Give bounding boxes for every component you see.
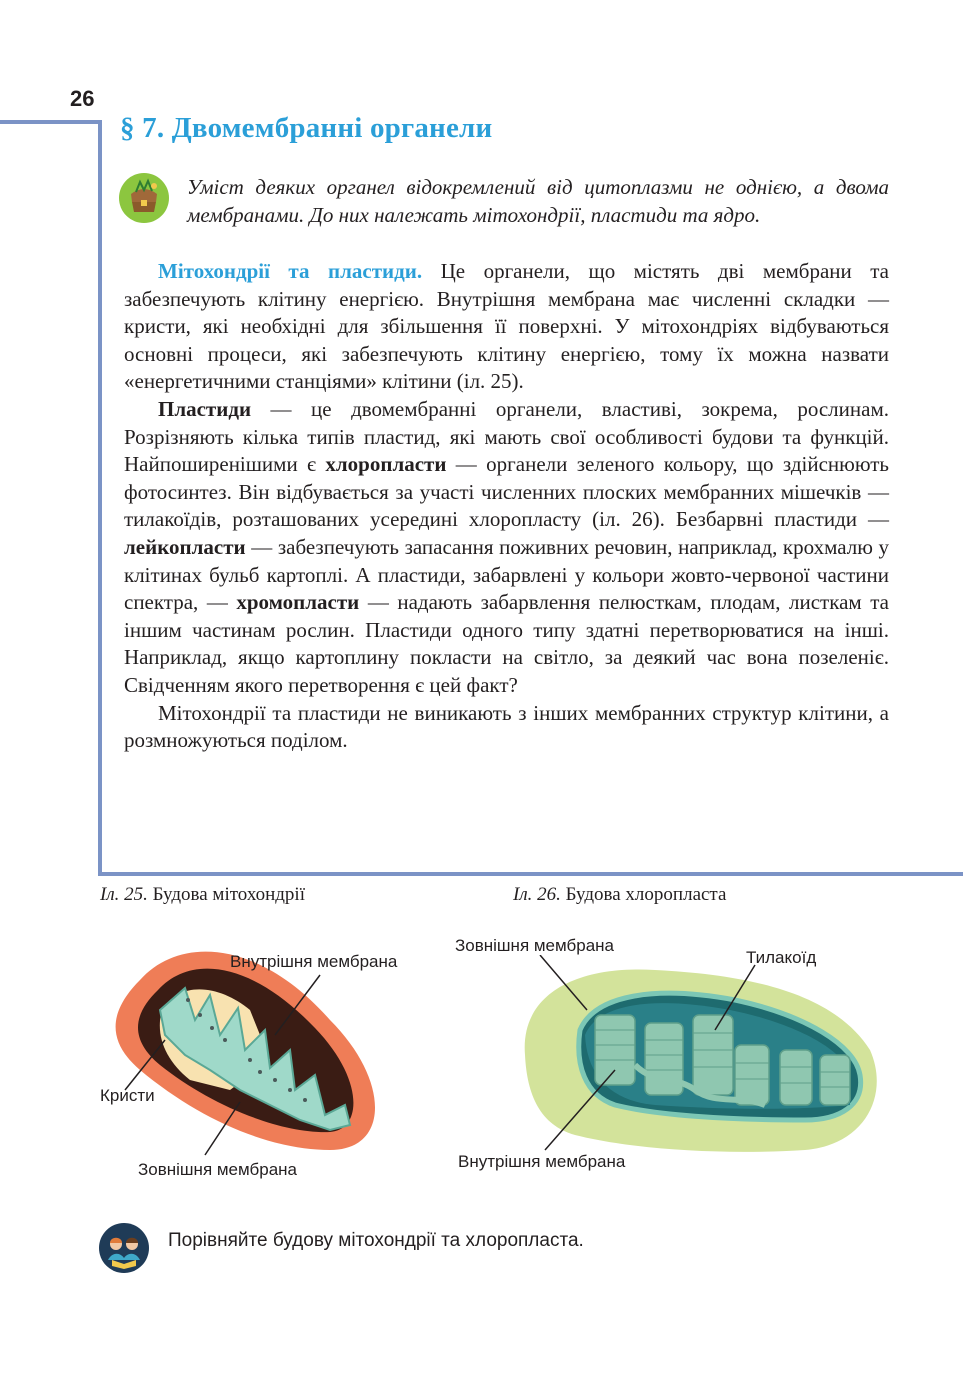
frame-left-line [98, 120, 102, 876]
caption-text: Будова хлоропласта [560, 884, 727, 905]
task-text: Порівняйте будову мітохондрії та хлоропласта. [168, 1230, 584, 1251]
label-inner-membrane-chloro: Внутрішня мембрана [458, 1152, 626, 1171]
paragraph-mitochondria [124, 258, 889, 396]
term-plastids: Пластиди [158, 396, 252, 421]
page-number: 26 [70, 86, 95, 111]
treasure-chest-icon [118, 172, 170, 224]
label-outer-membrane-chloro: Зовнішня мембрана [455, 936, 615, 955]
figure-25-caption [100, 884, 305, 906]
paragraph-text: — це двомембранні органели, властиві, зокрема, рослинам. Розрізняють кілька типів пластид, які мають свої особливості будови та функцій. Найпоширенішими є [124, 396, 889, 477]
caption-label: Іл. 25. [100, 884, 148, 905]
label-outer-membrane-mito: Зовнішня мембрана [138, 1160, 298, 1179]
paragraph-plastids [124, 396, 889, 700]
paragraph-text: Це органели, що містять дві мембрани та забезпечують клітину енергією. Внутрішня мембрана має численні складки — кристи, які необхідні для збільшення її поверхні. У мітохондріях відбуваються основні процеси, які забезпечують клітину енергією, тому їх можна назвати «енергетичними станціями» клітини (іл. 25). [124, 259, 889, 394]
paragraph-text: — надають забарвлення пелюсткам, плодам, листкам та іншим частинам рослин. Пластиди одного типу здатні перетворюватися на інші. Наприклад, якщо картоплину покласти на світло, за деякий час вона позеленіє. Свідченням якого перетворення є цей факт? [124, 590, 889, 697]
frame-bottom-line [98, 872, 963, 876]
caption-text: Будова мітохондрії [147, 884, 305, 905]
students-book-icon [98, 1222, 150, 1274]
chloroplast-diagram [505, 955, 885, 1165]
term-chloroplasts: хлоропласти [325, 452, 447, 477]
section-title: § 7. Двомембранні органели [120, 112, 493, 144]
term-leucoplasts: лейкопласти [124, 534, 246, 559]
paragraph-division: Мітохондрії та пластиди не виникають з інших мембранних структур клітини, а розмножуються поділом. [124, 700, 889, 753]
paragraph-text: — органели зеленого кольору, що здійснюють фотосинтез. Він відбувається за участі численних плоских мембранних мішечків — тилакоїдів, розташованих усередині хлоропласту (іл. 26). Безбарвні пластиди — [124, 452, 889, 532]
figure-26-caption [513, 884, 726, 906]
intro-text: Уміст деяких органел відокремлений від цитоплазми не однією, а двома мембранами. До них належать мітохондрії, пластиди та ядро. [187, 175, 889, 227]
mitochondrion-diagram [100, 940, 400, 1160]
term-chromoplasts: хромопласти [236, 590, 360, 615]
label-inner-membrane-mito: Внутрішня мембрана [230, 952, 398, 971]
paragraph-text: — забезпечують запасання поживних речовин, наприклад, крохмалю у клітинах бульб картоплі. А пластиди, забарвлені у кольори жовто-червоної частини спектра, — [124, 534, 889, 615]
label-cristae: Кристи [100, 1086, 155, 1105]
label-thylakoid: Тилакоїд [746, 948, 817, 967]
caption-label: Іл. 26. [513, 884, 561, 905]
paragraph-lead: Мітохондрії та пластиди. [158, 259, 423, 283]
frame-top-line [0, 120, 98, 124]
main-text [124, 258, 889, 755]
